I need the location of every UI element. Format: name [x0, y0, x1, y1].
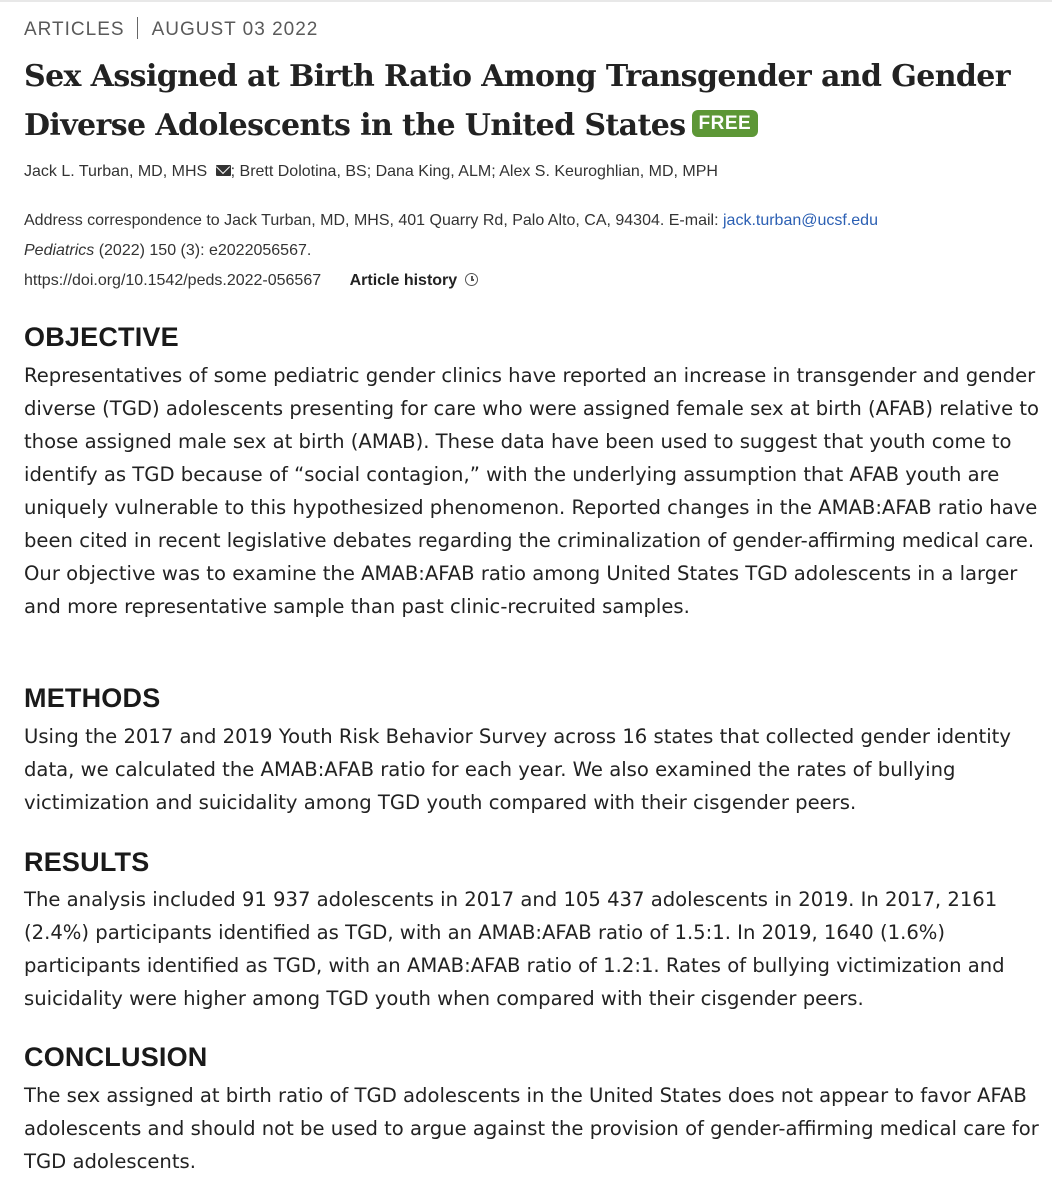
correspondence-address	[24, 212, 878, 230]
address-text: Address correspondence to Jack Turban, MD, MHS, 401 Quarry Rd, Palo Alto, CA, 94304. E-mail:	[24, 212, 723, 229]
article-date: AUGUST 03 2022	[151, 19, 319, 40]
envelope-icon[interactable]	[216, 165, 231, 176]
free-badge: FREE	[692, 110, 759, 137]
clock-icon	[465, 273, 478, 286]
methods-body: Using the 2017 and 2019 Youth Risk Behavior Survey across 16 states that collected gender identity data, we calculated the AMAB:AFAB ratio for each year. We also examined the rates of bullying victimization and suicidality among TGD youth compared with their cisgender peers.	[24, 725, 1011, 814]
conclusion-body: The sex assigned at birth ratio of TGD adolescents in the United States does not appear to favor AFAB adolescents and should not be used to argue against the provision of gender-affirming medical care for TGD adolescents.	[24, 1084, 1039, 1173]
author-others: ; Brett Dolotina, BS; Dana King, ALM; Alex S. Keuroghlian, MD, MPH	[230, 163, 718, 180]
conclusion-heading: CONCLUSION	[24, 1042, 208, 1072]
email-link[interactable]: jack.turban@ucsf.edu	[722, 212, 878, 229]
objective-body: Representatives of some pediatric gender clinics have reported an increase in transgender and gender diverse (TGD) adolescents presenting for care who were assigned female sex at birth (AFAB) relative to those assigned male sex at birth (AMAB). These data have been used to suggest that youth come to identify as TGD because of “social contagion,” with the underlying assumption that AFAB youth are uniquely vulnerable to this hypothesized phenomenon. Reported changes in the AMAB:AFAB ratio have been cited in recent legislative debates regarding the criminalization of gender-affirming medical care. Our objective was to examine the AMAB:AFAB ratio among United States TGD adolescents in a larger and more representative sample than past clinic-recruited samples.	[24, 364, 1040, 618]
doi-row	[24, 272, 478, 290]
author-primary[interactable]: Jack L. Turban, MD, MHS	[24, 163, 208, 180]
meta-separator	[137, 17, 138, 39]
article-history-label: Article history	[349, 272, 458, 289]
author-list	[24, 163, 718, 181]
top-divider	[0, 0, 1052, 2]
article-history-button[interactable]	[350, 272, 479, 289]
doi-link[interactable]: https://doi.org/10.1542/peds.2022-056567	[24, 272, 322, 289]
methods-heading: METHODS	[24, 683, 161, 713]
results-body: The analysis included 91 937 adolescents in 2017 and 105 437 adolescents in 2019. In 2017, 2161 (2.4%) participants identified as TGD, with an AMAB:AFAB ratio of 1.5:1. In 2019, 1640 (1.6%) participants identified as TGD, with an AMAB:AFAB ratio of 1.2:1. Rates of bullying victimization and suicidality were higher among TGD youth when compared with their cisgender peers.	[24, 888, 1005, 1010]
results-heading: RESULTS	[24, 847, 150, 877]
journal-name: Pediatrics	[24, 242, 95, 259]
article-title-text: Sex Assigned at Birth Ratio Among Transgender and Gender Diverse Adolescents in the United States	[24, 59, 1011, 143]
objective-heading: OBJECTIVE	[24, 322, 179, 352]
article-category[interactable]: ARTICLES	[24, 19, 125, 40]
article-title	[24, 52, 1034, 150]
citation-details: (2022) 150 (3): e2022056567.	[94, 242, 312, 259]
article-meta	[24, 17, 318, 41]
citation	[24, 242, 311, 260]
